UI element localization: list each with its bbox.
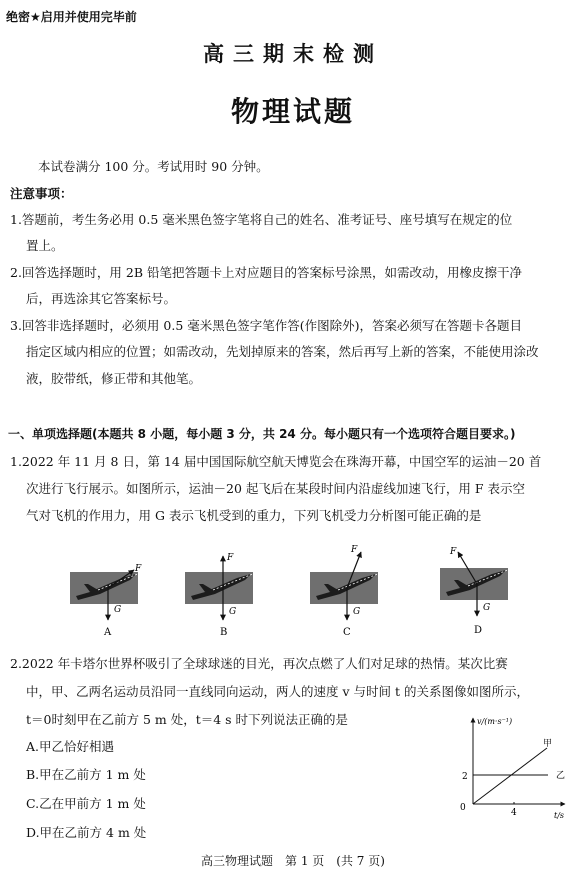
section-heading: 一、单项选择题(本题共 8 小题，每小题 3 分，共 24 分。每小题只有一个选项符合题目要求。)	[8, 427, 516, 441]
q2-option-b: B.甲在乙前方 1 m 处	[26, 767, 146, 782]
notice-item-1-line-2: 置上。	[26, 238, 64, 253]
figure-b-label: B	[220, 627, 228, 638]
q1-line-1: 1.2022 年 11 月 8 日，第 14 届中国国际航空航天博览会在珠海开幕，中国空军的运油－20 首	[10, 454, 542, 469]
figure-a-label: A	[104, 627, 112, 638]
q1-line-2: 次进行飞行展示。如图所示，运油－20 起飞后在某段时间内沿虚线加速飞行，用 F 表示空	[26, 481, 526, 496]
figure-b-g-label: G	[229, 607, 237, 617]
x-axis-label: t/s	[554, 811, 565, 820]
figure-c-g-label: G	[353, 607, 361, 617]
notice-heading: 注意事项：	[10, 186, 73, 201]
q1-force-diagrams	[60, 540, 530, 645]
figure-c-label: C	[343, 627, 351, 638]
x-tick-4: 4	[511, 808, 517, 818]
figure-d-label: D	[474, 625, 483, 636]
q2-line-3: t＝0时刻甲在乙前方 5 m 处，t＝4 s 时下列说法正确的是	[26, 712, 349, 727]
q2-option-c: C.乙在甲前方 1 m 处	[26, 796, 146, 811]
figure-a	[70, 564, 142, 638]
notice-item-1-line-1: 1.答题前，考生务必用 0.5 毫米黑色签字笔将自己的姓名、准考证号、座号填写在规定的位	[10, 212, 513, 227]
subject-title: 物理试题	[230, 95, 355, 128]
origin-label: 0	[460, 803, 466, 813]
figure-a-f-label: F	[135, 564, 142, 574]
series-jia-label: 甲	[543, 739, 553, 749]
q2-option-d: D.甲在乙前方 4 m 处	[26, 825, 147, 840]
page-footer: 高三物理试题 第 1 页 (共 7 页)	[201, 854, 385, 868]
series-jia-line	[473, 748, 547, 804]
notice-item-2-line-1: 2.回答选择题时，用 2B 铅笔把答题卡上对应题目的答案标号涂黑，如需改动，用橡皮擦干净	[10, 265, 523, 280]
figure-b	[185, 553, 255, 638]
q2-option-a: A.甲乙恰好相遇	[26, 739, 115, 754]
q2-vt-graph	[450, 712, 575, 824]
figure-a-g-label: G	[114, 605, 122, 615]
q2-line-2: 中，甲、乙两名运动员沿同一直线同向运动，两人的速度 v 与时间 t 的关系图像如图所示，	[26, 684, 529, 699]
series-yi-label: 乙	[556, 771, 566, 781]
q2-line-1: 2.2022 年卡塔尔世界杯吸引了全球球迷的目光，再次点燃了人们对足球的热情。某次比赛	[10, 656, 508, 671]
notice-item-3-line-2: 指定区域内相应的位置；如需改动，先划掉原来的答案，然后再写上新的答案，不能使用涂改	[26, 344, 539, 359]
exam-title: 高三期末检测	[203, 42, 383, 66]
intro-text: 本试卷满分 100 分。考试用时 90 分钟。	[38, 159, 269, 174]
y-axis-label: v/(m·s⁻¹)	[477, 717, 513, 726]
figure-d-g-label: G	[483, 603, 491, 613]
y-tick-2: 2	[462, 772, 468, 782]
figure-d	[440, 547, 510, 636]
figure-c	[310, 545, 380, 638]
notice-item-3-line-1: 3.回答非选择题时，必须用 0.5 毫米黑色签字笔作答(作图除外)，答案必须写在答题卡各题目	[10, 318, 523, 333]
figure-b-f-label: F	[227, 553, 234, 563]
confidential-mark: 绝密★启用并使用完毕前	[6, 10, 137, 24]
notice-item-3-line-3: 液，胶带纸，修正带和其他笔。	[26, 371, 202, 386]
notice-item-2-line-2: 后，再选涂其它答案标号。	[26, 291, 177, 306]
q1-line-3: 气对飞机的作用力，用 G 表示飞机受到的重力，下列飞机受力分析图可能正确的是	[26, 508, 482, 523]
figure-d-f-label: F	[450, 547, 457, 557]
figure-c-f-label: F	[351, 545, 358, 555]
